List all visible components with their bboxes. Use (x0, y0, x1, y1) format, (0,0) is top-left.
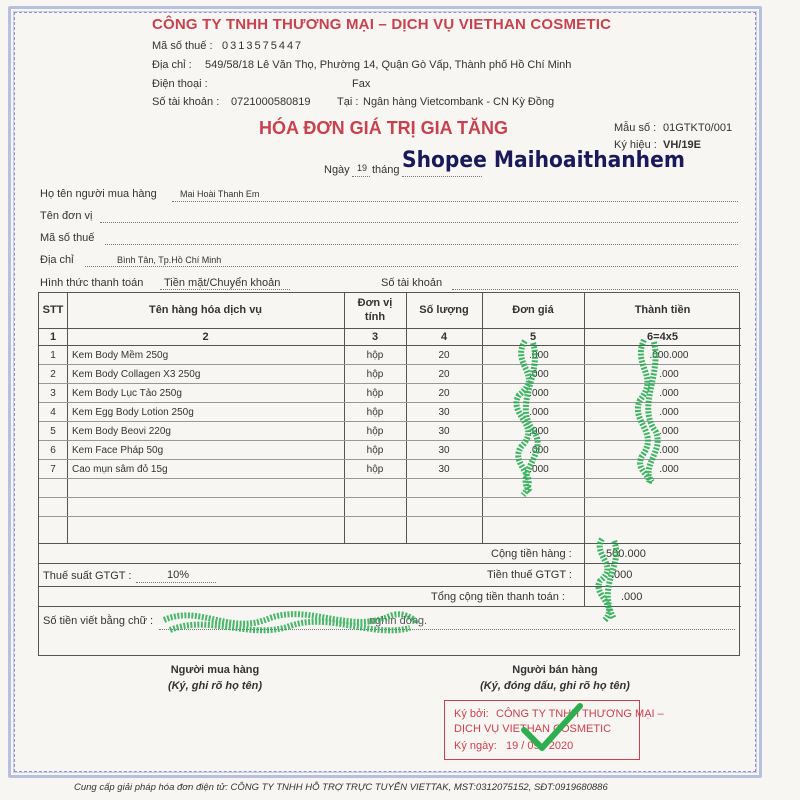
invoice-title: HÓA ĐƠN GIÁ TRỊ GIA TĂNG (259, 118, 509, 138)
row-3-total: .000 (659, 388, 679, 399)
header-num-1: 1 (49, 331, 57, 343)
buyer-unit-label: Tên đơn vị (40, 210, 93, 222)
vat-rate-label: Thuế suất GTGT : (43, 570, 132, 582)
row-7-price: .000 (529, 464, 549, 475)
seller-account: 0721000580819 (231, 96, 311, 108)
payment-label: Hình thức thanh toán (40, 277, 144, 289)
vat-value: .000 (611, 569, 633, 581)
row-divider (39, 328, 741, 329)
row-3-qty: 20 (438, 388, 450, 399)
grand-total-label: Tổng cộng tiền thanh toán : (431, 591, 565, 603)
row-divider (39, 497, 741, 498)
row-2-unit: hộp (366, 369, 384, 380)
buyer-tax-label: Mã số thuế (40, 232, 95, 244)
buyer-address-label: Địa chỉ (40, 254, 74, 266)
buyer-tax-dotline (105, 244, 738, 245)
row-5-name: Kem Body Beovi 220g (72, 426, 171, 437)
row-3-price: .000 (529, 388, 549, 399)
checkmark-icon (518, 700, 588, 756)
row-2-qty: 20 (438, 369, 450, 380)
seller-phone-label: Điện thoại : (152, 78, 208, 90)
row-2-total: .000 (659, 369, 679, 380)
date-day-dotline (352, 176, 370, 177)
buyer-signature-sub: (Ký, ghi rõ họ tên) (167, 680, 263, 692)
buyer-name-dotline (172, 201, 738, 202)
signed-date-label: Ký ngày: (454, 740, 497, 752)
buyer-name-label: Họ tên người mua hàng (40, 188, 157, 200)
buyer-account-label: Số tài khoản (381, 277, 443, 289)
date-month-label: tháng (372, 164, 400, 176)
redaction-scribble-price (505, 335, 555, 500)
vat-rate-value: 10% (167, 569, 190, 581)
row-1-price: .000 (529, 350, 549, 361)
payment-method: Tiền mặt/Chuyển khoản (164, 277, 281, 289)
row-4-total: .000 (659, 407, 679, 418)
header-num-6: 6=4x5 (647, 331, 678, 343)
amount-words-value: nghìn đồng. (369, 615, 428, 627)
redaction-scribble-total (630, 336, 670, 486)
row-2-name: Kem Body Collagen X3 250g (72, 369, 201, 380)
buyer-address: Bình Tân, Tp.Hồ Chí Minh (117, 255, 222, 265)
vat-label: Tiền thuế GTGT : (487, 569, 572, 581)
buyer-name: Mai Hoài Thanh Em (180, 189, 260, 199)
signed-date: 19 / 09 / 2020 (506, 740, 574, 752)
row-6-price: .000 (529, 445, 549, 456)
subtotal-label: Cộng tiền hàng : (491, 548, 572, 560)
row-7-qty: 30 (438, 464, 450, 475)
seller-address: 549/58/18 Lê Văn Thọ, Phường 14, Quận Gò Vấp, Thành phố Hồ Chí Minh (205, 59, 572, 71)
seller-address-label: Địa chỉ : (152, 59, 192, 71)
row-1-unit: hộp (366, 350, 384, 361)
row-5-unit: hộp (366, 426, 384, 437)
signed-by-line2: DỊCH VỤ VIETHAN COSMETIC (454, 723, 612, 735)
row-5-qty: 30 (438, 426, 450, 437)
header-num-2: 2 (202, 331, 209, 343)
header-goods-name: Tên hàng hóa dịch vụ (148, 304, 263, 316)
seller-signature-title: Người bán hàng (512, 664, 598, 676)
row-divider (39, 586, 741, 587)
row-6-total: .000 (659, 445, 679, 456)
row-6-stt: 6 (50, 445, 56, 456)
amount-words-label: Số tiền viết bằng chữ : (43, 615, 154, 627)
row-7-total: .000 (659, 464, 679, 475)
row-2-price: .000 (529, 369, 549, 380)
form-number-label: Mẫu số : (614, 122, 657, 134)
header-unit-price: Đơn giá (512, 304, 554, 316)
redaction-scribble-words (160, 600, 420, 645)
date-day: 19 (357, 163, 368, 173)
header-num-5: 5 (529, 331, 537, 343)
header-num-4: 4 (440, 331, 448, 343)
seller-tax-label: Mã số thuế : (152, 40, 213, 52)
signed-by-label: Ký bởi: (454, 708, 489, 720)
row-divider (39, 563, 741, 564)
seller-tax-code: 0313575447 (222, 40, 304, 52)
row-4-unit: hộp (366, 407, 384, 418)
row-4-price: .000 (529, 407, 549, 418)
grand-total-value: .000 (621, 591, 643, 603)
row-6-name: Kem Face Pháp 50g (72, 445, 164, 456)
buyer-unit-dotline (100, 222, 738, 223)
row-7-name: Cao mụn sâm đỏ 15g (72, 464, 168, 475)
header-num-3: 3 (371, 331, 379, 343)
seller-fax-label: Fax (352, 78, 371, 90)
row-1-qty: 20 (438, 350, 450, 361)
provider-footer: Cung cấp giải pháp hóa đơn điện tử: CÔNG TY TNHH HỖ TRỢ TRỰC TUYẾN VIETTAK, MST:0312075152, SĐT:0919680886 (74, 782, 608, 793)
date-day-label: Ngày (324, 164, 350, 176)
row-3-name: Kem Body Lục Tảo 250g (72, 388, 182, 399)
row-7-stt: 7 (50, 464, 56, 475)
row-2-stt: 2 (50, 369, 56, 380)
row-1-name: Kem Body Mềm 250g (72, 350, 169, 361)
row-5-stt: 5 (50, 426, 56, 437)
seller-signature-sub: (Ký, đóng dấu, ghi rõ họ tên) (480, 680, 630, 692)
row-3-unit: hộp (366, 388, 384, 399)
row-1-total: .000.000 (649, 350, 689, 361)
subtotal-value: .500.000 (603, 548, 646, 560)
row-6-qty: 30 (438, 445, 450, 456)
seller-bank: Ngân hàng Vietcombank - CN Kỳ Đồng (363, 96, 555, 108)
row-7-unit: hộp (366, 464, 384, 475)
row-5-price: .000 (529, 426, 549, 437)
vat-rate-dotline (136, 582, 216, 583)
row-4-qty: 30 (438, 407, 450, 418)
seller-bank-label: Tại : (337, 96, 359, 108)
row-4-stt: 4 (50, 407, 56, 418)
row-3-stt: 3 (50, 388, 56, 399)
row-divider (39, 516, 741, 517)
date-month-dotline (402, 176, 482, 177)
payment-dotline (160, 289, 290, 290)
seller-company-name: CÔNG TY TNHH THƯƠNG MẠI – DỊCH VỤ VIETHAN COSMETIC (152, 16, 612, 33)
header-quantity: Số lượng (419, 304, 469, 316)
signed-by-line1: CÔNG TY TNHH THƯƠNG MẠI – (496, 708, 664, 720)
form-number: 01GTKT0/001 (663, 122, 733, 134)
buyer-address-dotline (85, 266, 738, 267)
serial-number: VH/19E (663, 139, 701, 151)
header-stt: STT (42, 304, 64, 316)
row-5-total: .000 (659, 426, 679, 437)
shopee-watermark: Shopee Maihoaithanhem (402, 148, 685, 173)
row-1-stt: 1 (50, 350, 56, 361)
row-divider (39, 543, 741, 544)
row-6-unit: hộp (366, 445, 384, 456)
header-unit: Đơn vị tính (357, 297, 393, 323)
seller-account-label: Số tài khoản : (152, 96, 220, 108)
buyer-signature-title: Người mua hàng (170, 664, 260, 676)
header-amount: Thành tiền (634, 304, 691, 316)
serial-label: Ký hiệu : (614, 139, 657, 151)
buyer-account-dotline (452, 289, 738, 290)
row-4-name: Kem Egg Body Lotion 250g (72, 407, 194, 418)
